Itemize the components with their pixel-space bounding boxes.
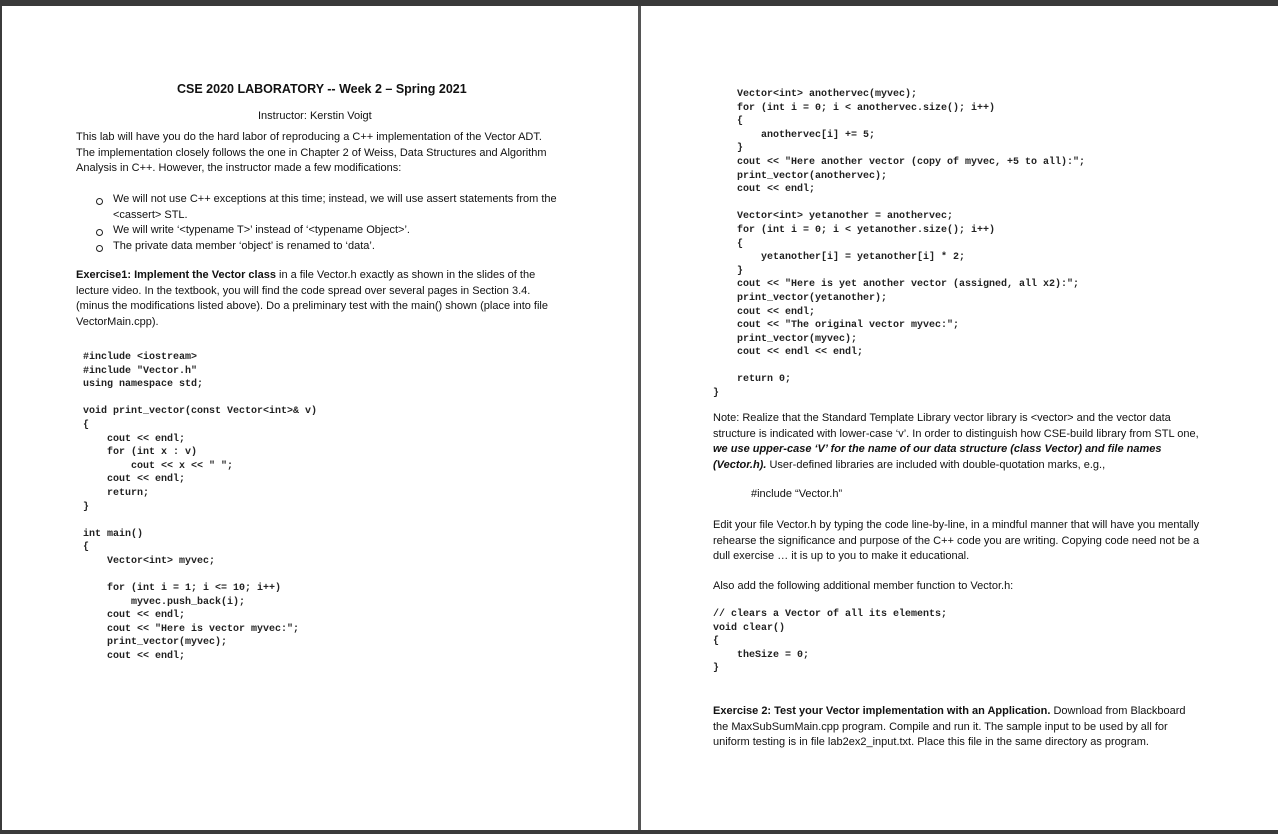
edit-paragraph: Edit your file Vector.h by typing the code line-by-line, in a mindful manner that will have you mentally rehearse the significance and purpose of the C++ code you are writing. Copying code need not be a dull exercise … it is up to you to make it educational. (713, 519, 1200, 563)
exercise2-paragraph (713, 704, 1203, 751)
code-block-clear: // clears a Vector of all its elements; void clear() { theSize = 0; } (713, 609, 948, 675)
exercise2-heading: Exercise 2: Test your Vector implementation with an Application. (713, 705, 1051, 717)
bullet-icon (96, 198, 103, 205)
page-left (2, 6, 638, 830)
page-right (641, 6, 1278, 830)
list-item: We will write ‘<typename T>’ instead of ‘<typename Object>’. (113, 224, 410, 236)
lab-title: CSE 2020 LABORATORY -- Week 2 – Spring 2021 (177, 82, 467, 96)
exercise2-text: Download from Blackboard the MaxSubSumMain.cpp program. Compile and run it. The sample input to be used by all for uniform testing is in file lab2ex2_input.txt. Place this file in the same directory as program. (713, 705, 1186, 749)
exercise1-heading: Exercise1: Implement the Vector class (76, 269, 276, 281)
intro-paragraph: This lab will have you do the hard labor of reproducing a C++ implementation of the Vector ADT. The implementation closely follows the one in Chapter 2 of Weiss, Data Structures and Algorithm Analysis in C++. However, the instructor made a few modifications: (76, 131, 547, 175)
note-text: Note: Realize that the Standard Template Library vector library is <vector> and the vector data structure is indicated with lower-case ‘v’. In order to distinguish how CSE-build library from STL one, (713, 412, 1199, 440)
note-text-end: User-defined libraries are included with double-quotation marks, e.g., (766, 458, 1106, 471)
also-add-line: Also add the following additional member function to Vector.h: (713, 580, 1014, 592)
instructor-line: Instructor: Kerstin Voigt (258, 110, 372, 122)
list-item: The private data member ‘object’ is renamed to ‘data’. (113, 240, 375, 252)
bullet-icon (96, 245, 103, 252)
code-block-continued: Vector<int> anothervec(myvec); for (int i = 0; i < anothervec.size(); i++) { anothervec[i] += 5; } cout << "Here another vector (copy of myvec, +5 to all):"; print_vector(anothervec); cout << endl; Vector<int> yetanother = anothervec; for (int i = 0; i < yetanother.size(); i++) { yetanother[i] = yetanother[i] * 2; } cout << "Here is yet another vector (assigned, all x2):"; print_vector(yetanother); cout << endl; cout << "The original vector myvec:"; print_vector(myvec); cout << endl << endl; return 0; } (713, 89, 1086, 400)
note-emphasis: we use upper-case ‘V’ for the name of our data structure (class Vector) and file names (Vector.h). (713, 443, 1162, 471)
exercise1-text: in a file Vector.h exactly as shown in the slides of the lecture video. In the textbook, you will find the code spread over several pages in Section 3.4. (minus the modifications listed above). Do a preliminary test with the main() shown (place into file VectorMain.cpp). (76, 269, 548, 328)
exercise1-paragraph (76, 268, 564, 330)
include-example: #include “Vector.h” (751, 488, 843, 500)
bullet-icon (96, 229, 103, 236)
note-paragraph (713, 411, 1203, 473)
viewer-bottom-bar (0, 830, 1278, 834)
list-item: We will not use C++ exceptions at this time; instead, we will use assert statements from the <cassert> STL. (113, 193, 557, 221)
code-block-main: #include <iostream> #include "Vector.h" using namespace std; void print_vector(const Vector<int>& v) { cout << endl; for (int x : v) cout << x << " "; cout << endl; return; } int main() { Vector<int> myvec; for (int i = 1; i <= 10; i++) myvec.push_back(i); cout << endl; cout << "Here is vector myvec:"; print_vector(myvec); cout << endl; (83, 352, 318, 663)
